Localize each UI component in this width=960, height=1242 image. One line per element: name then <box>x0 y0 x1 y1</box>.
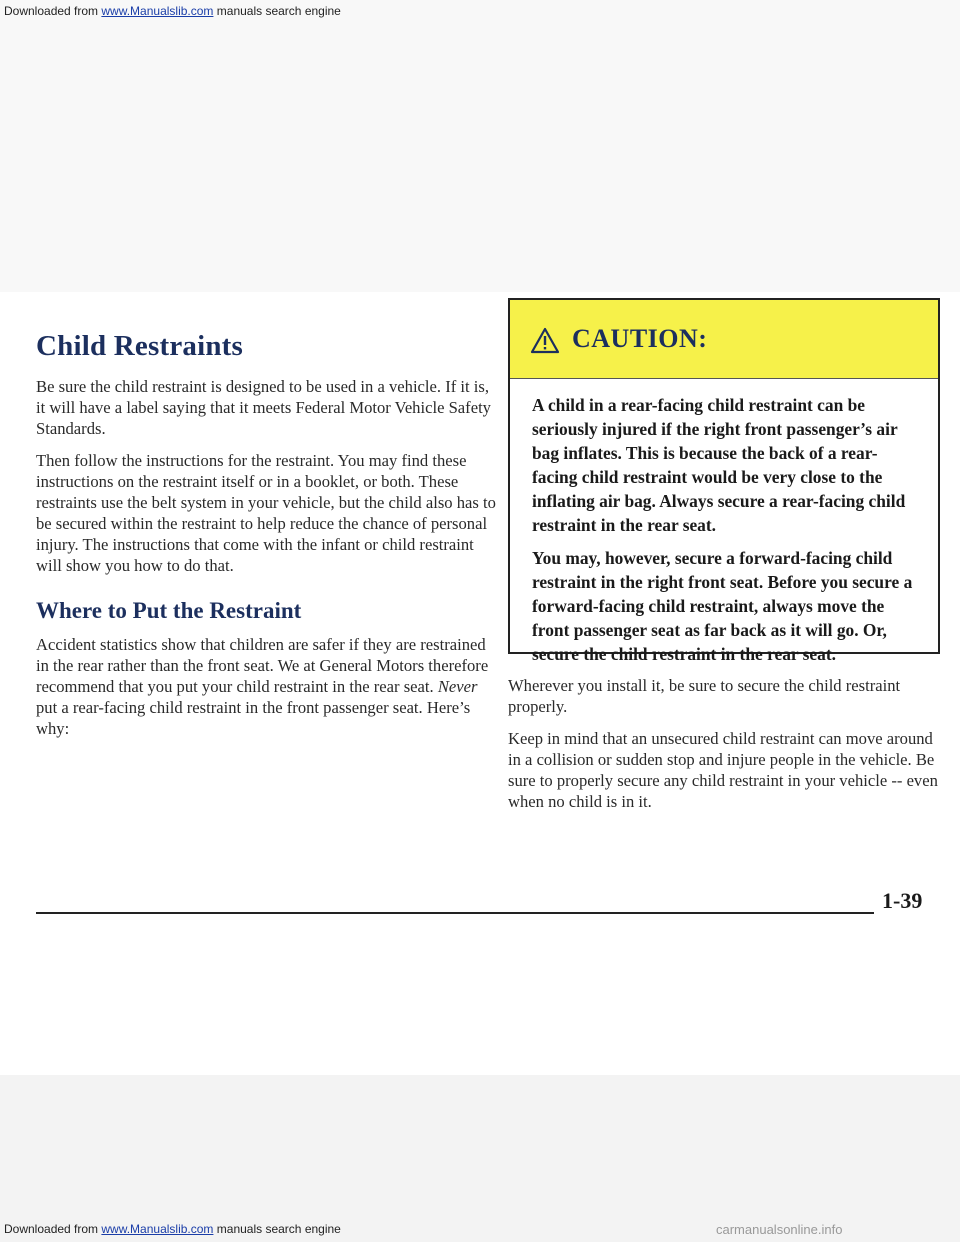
bottom-margin <box>0 1075 960 1242</box>
watermark-suffix-bottom: manuals search engine <box>213 1222 341 1236</box>
caution-body <box>510 379 938 666</box>
download-watermark-top <box>4 4 341 18</box>
page-number: 1-39 <box>882 888 923 913</box>
caution-paragraph-forward-facing: You may, however, secure a forward-facing child restraint in the right front seat. Before you secure a forward-facing child restraint, always move the front passenger seat as far back as it will go. Or, secure the child restraint in the rear seat. <box>532 548 913 664</box>
caution-header <box>510 300 938 379</box>
manualslib-link[interactable]: www.Manualslib.com <box>101 4 214 18</box>
caution-paragraph-rear-facing: A child in a rear-facing child restraint can be seriously injured if the right front passenger’s air bag inflates. This is because the back of a rear-facing child restraint would be very close to the inflating air bag. Always secure a rear-facing child restraint in the rear seat. <box>532 395 906 535</box>
watermark-prefix: Downloaded from <box>4 4 102 18</box>
placement-paragraph <box>36 634 496 739</box>
manual-page <box>0 292 960 1075</box>
intro-paragraph: Be sure the child restraint is designed to be used in a vehicle. If it is, it will have a label saying that it meets Federal Motor Vehicle Safety Standards. <box>36 377 491 438</box>
right-column <box>508 675 946 823</box>
manualslib-link-bottom[interactable]: www.Manualslib.com <box>101 1222 214 1236</box>
subsection-title: Where to Put the Restraint <box>36 598 302 623</box>
unsecured-paragraph: Keep in mind that an unsecured child restraint can move around in a collision or sudden stop and injure people in the vehicle. Be sure to properly secure any child restraint in your vehicle -- even when no child is in it. <box>508 729 938 811</box>
never-emphasis: Never <box>437 677 478 696</box>
watermark-suffix: manuals search engine <box>213 4 341 18</box>
install-paragraph: Wherever you install it, be sure to secure the child restraint properly. <box>508 676 901 716</box>
instructions-paragraph: Then follow the instructions for the restraint. You may find these instructions on the restraint itself or in a booklet, or both. These restraints use the belt system in your vehicle, but the child also has to be secured within the restraint to help reduce the chance of personal injury. The instructions that come with the infant or child restraint will show you how to do that. <box>36 451 496 575</box>
placement-text-end: put a rear-facing child restraint in the front passenger seat. Here’s why: <box>36 698 471 738</box>
watermark-prefix-bottom: Downloaded from <box>4 1222 102 1236</box>
caution-box <box>508 298 940 664</box>
download-watermark-bottom <box>4 1222 341 1236</box>
caution-title: CAUTION: <box>572 324 708 353</box>
section-title: Child Restraints <box>36 330 244 362</box>
top-margin <box>0 0 960 292</box>
warning-triangle-icon <box>530 327 560 354</box>
left-column <box>36 330 496 750</box>
placement-text-start: Accident statistics show that children are safer if they are restrained in the rear rather than the front seat. We at General Motors therefore recommend that you put your child restraint in the rear seat. <box>36 635 489 696</box>
site-watermark: carmanualsonline.info <box>716 1222 843 1237</box>
footer-rule <box>36 912 874 914</box>
